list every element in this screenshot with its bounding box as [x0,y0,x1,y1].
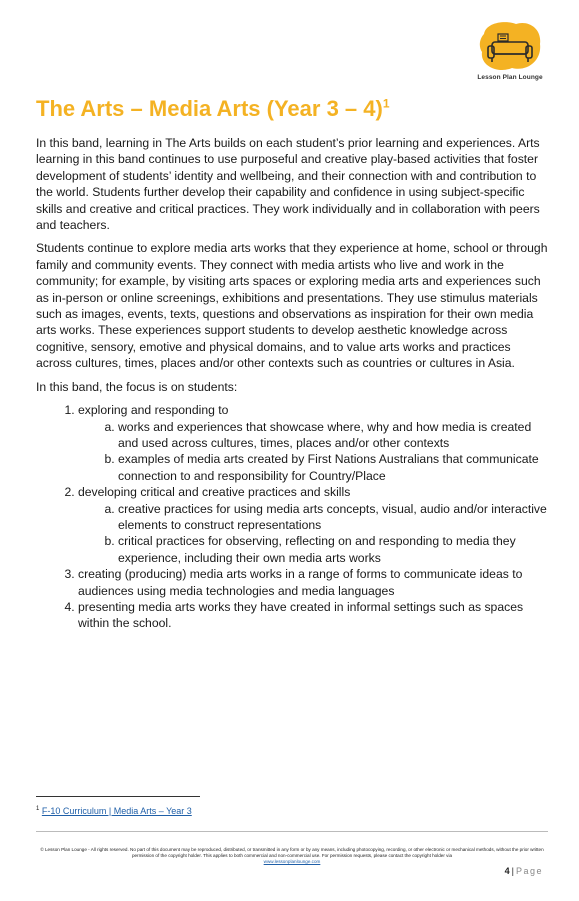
page-separator: | [511,866,514,876]
focus-subitem: a. creative practices for using media arts concepts, visual, audio and/or interactive elements to construct representations [118,501,548,534]
focus-item [78,402,548,484]
focus-item-text: developing critical and creative practices and skills [78,485,351,500]
page-label: Page [515,866,543,876]
focus-subitem: a. works and experiences that showcase where, why and how media is created and used across cultures, times, places and/or other contexts [118,419,548,452]
footer-divider [36,831,548,832]
copyright-text: © Lesson Plan Lounge - All rights reserved. No part of this document may be reproduced, distributed, or transmitted in any form or by any means, including photocopying, recording, or other electronic or mechanical methods, without the prior written permission of the copyright holder. This applies to both commercial and non-commercial use. For permission requests, please contact the copyright holder via [40,847,544,858]
focus-item [78,566,548,599]
focus-subitem: b. examples of media arts created by First Nations Australians that communicate connection to and responsibility for Country/Place [118,451,548,484]
page-number-value: 4 [504,866,510,876]
title-footnote-ref[interactable]: 1 [382,96,390,111]
focus-subitem: b. critical practices for observing, reflecting on and responding to media they experience, including their own media arts works [118,533,548,566]
brand-logo [472,20,548,92]
focus-item [78,484,548,566]
footnote-link[interactable]: F-10 Curriculum | Media Arts – Year 3 [41,806,192,816]
focus-sublist [78,501,548,567]
focus-item-text: creating (producing) media arts works in a range of forms to communicate ideas to audiences using media technologies and media languages [78,567,523,598]
paragraph-explore: Students continue to explore media arts works that they experience at home, school or through family and community events. They connect with media artists who live and work in the community; for example, by visiting arts spaces or exploring media arts and experiences such as in-person or online screenings, exhibitions and presentations. They use stimulus materials such as images, events, texts, questions and observations as inspiration for their own media arts works. These experiences support students to develop aesthetic knowledge across cognitive, sensory, emotive and physical domains, and to value arts works and practices across cultures, times, places and/or other contexts such as countries or cultures in Asia. [36,241,548,371]
footnote-number: 1 [36,806,40,812]
focus-list [36,402,548,632]
title-text: The Arts – Media Arts (Year 3 – 4) [36,96,383,121]
focus-item [78,599,548,632]
sofa-logo-icon [476,20,544,74]
document-body [36,135,548,632]
footnote [36,806,192,816]
paragraph-focus-lead: In this band, the focus is on students: [36,379,238,394]
copyright-notice [36,847,548,865]
page-title [36,96,390,122]
focus-item-text: presenting media arts works they have created in informal settings such as spaces within the school. [78,599,524,631]
page-number [505,866,543,876]
website-link[interactable]: www.lessonplanlounge.com [263,859,321,864]
focus-sublist [78,419,548,485]
logo-text: Lesson Plan Lounge [477,74,543,81]
footnote-divider [36,796,200,797]
paragraph-intro: In this band, learning in The Arts builds on each student’s prior learning and experiences. Arts learning in this band continues to use purposeful and creative play-based activities that foster development of students’ identity and wellbeing, and their connection with and contribution to the world. Students further develop their capability and confidence in using subject-specific skills and creative and critical practices. They work individually and in collaboration with peers and teachers. [36,136,540,233]
focus-item-text: exploring and responding to [78,403,229,418]
